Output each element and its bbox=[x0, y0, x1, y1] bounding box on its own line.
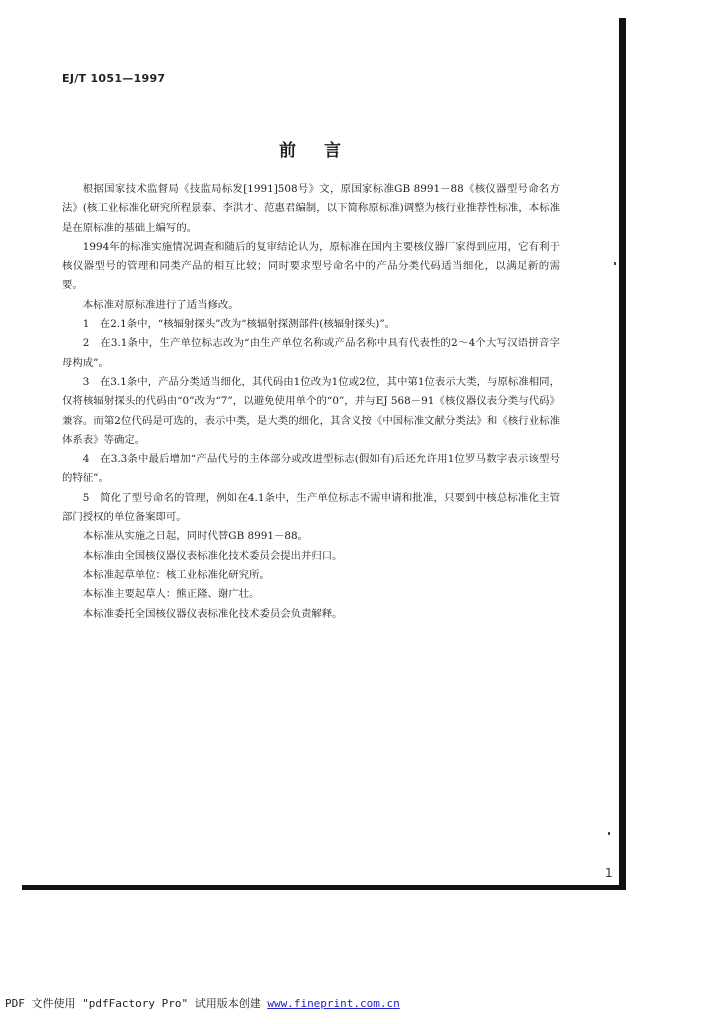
standard-number: EJ/T 1051—1997 bbox=[62, 72, 166, 85]
paragraph: 本标准起草单位：核工业标准化研究所。 bbox=[82, 568, 270, 581]
paragraph: 本标准从实施之日起，同时代替GB 8991－88。 bbox=[82, 530, 308, 543]
pdf-creator-footer bbox=[5, 995, 400, 1011]
paragraph: 4 在3.3条中最后增加“产品代号的主体部分或改进型标志(假如有)后还允许用1位罗马数字表示该型号的特征”。 bbox=[62, 453, 560, 485]
scan-speck bbox=[608, 832, 610, 835]
page-border-bottom bbox=[22, 885, 626, 890]
paragraph: 1 在2.1条中，“核辐射探头”改为“核辐射探测部件(核辐射探头)”。 bbox=[82, 318, 396, 331]
foreword-body bbox=[62, 180, 560, 624]
paragraph: 根据国家技术监督局《技监局标发[1991]508号》文，原国家标准GB 8991－88《核仪器型号命名方法》(核工业标准化研究所程景泰、李洪才、范惠君编制，以下简称原标准)调整为核行业推荐性标准，本标准是在原标准的基础上编写的。 bbox=[62, 183, 560, 234]
paragraph: 5 简化了型号命名的管理，例如在4.1条中，生产单位标志不需申请和批准，只要到中核总标准化主管部门授权的单位备案即可。 bbox=[62, 491, 560, 524]
paragraph: 本标准委托全国核仪器仪表标准化技术委员会负责解释。 bbox=[82, 607, 343, 620]
paragraph: 本标准由全国核仪器仪表标准化技术委员会提出并归口。 bbox=[82, 549, 343, 562]
page-number: 1 bbox=[605, 866, 613, 880]
scan-speck bbox=[614, 262, 616, 265]
paragraph: 本标准主要起草人：熊正隆、谢广壮。 bbox=[82, 588, 260, 601]
page-title: 前言 bbox=[279, 141, 369, 161]
paragraph: 本标准对原标准进行了适当修改。 bbox=[82, 298, 239, 311]
page-border-right bbox=[619, 18, 626, 890]
paragraph: 1994年的标准实施情况调查和随后的复审结论认为，原标准在国内主要核仪器厂家得到应用，它有利于核仪器型号的管理和同类产品的相互比较；同时要求型号命名中的产品分类代码适当细化，以满足新的需要。 bbox=[62, 240, 560, 292]
footer-link[interactable]: www.fineprint.com.cn bbox=[267, 997, 400, 1010]
footer-text: PDF 文件使用 "pdfFactory Pro" 试用版本创建 bbox=[5, 997, 268, 1010]
paragraph: 2 在3.1条中，生产单位标志改为“由生产单位名称或产品名称中具有代表性的2～4个大写汉语拼音字母构成”。 bbox=[62, 337, 560, 369]
paragraph: 3 在3.1条中，产品分类适当细化，其代码由1位改为1位或2位，其中第1位表示大类，与原标准相同，仅将核辐射探头的代码由“0”改为“7”，以避免使用单个的“0”，并与EJ 568－91《核仪器仪表分类与代码》兼容。而第2位代码是可选的，表示中类，是大类的细化，其含义按《中国标准文献分类法》和《核行业标准体系表》等确定。 bbox=[62, 375, 560, 446]
